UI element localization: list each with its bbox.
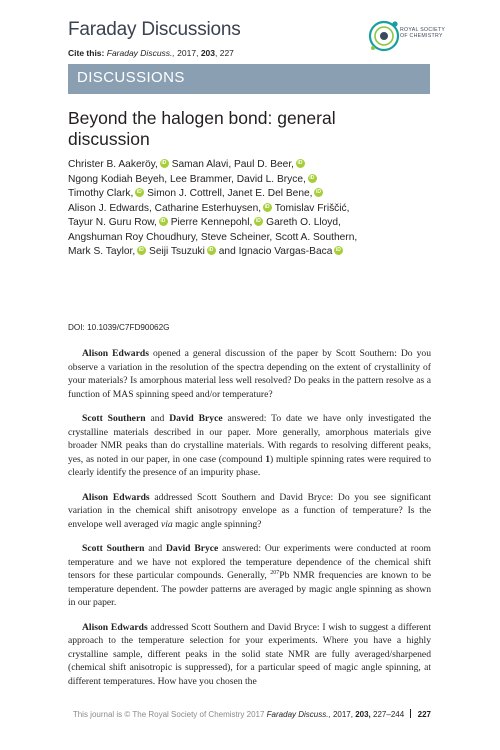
discussion-paragraph <box>68 412 431 480</box>
orcid-icon[interactable] <box>135 188 144 197</box>
author-entry: Tomislav Friščić, <box>274 202 350 214</box>
footer-volume: 203, <box>355 710 371 719</box>
article-title: Beyond the halogen bond: general discussion <box>68 108 336 149</box>
section-banner-label: DISCUSSIONS <box>77 69 185 86</box>
footer-divider <box>410 709 411 718</box>
discussion-paragraph <box>68 621 431 689</box>
discussion-paragraph <box>68 542 431 610</box>
author-list <box>68 158 428 260</box>
journal-title: Faraday Discussions <box>68 19 241 40</box>
article-body <box>68 347 431 699</box>
speaker-name: Alison Edwards <box>82 621 148 633</box>
paragraph-text: magic angle spinning? <box>172 518 262 530</box>
author-entry: and Ignacio Vargas-Baca <box>218 246 333 257</box>
orcid-icon[interactable] <box>308 174 317 183</box>
footer-journal: Faraday Discuss., <box>266 710 331 719</box>
orcid-icon[interactable] <box>314 188 323 197</box>
paragraph-text: answered: Our experiments were conducted at room temperature and we have not explored the temperature dependence of the chemical shift tensors for these particular compounds. Generally, <box>68 543 431 581</box>
discussion-paragraph <box>68 491 431 532</box>
speaker-name: David Bryce <box>169 413 223 424</box>
author-entry: Mark S. Taylor, <box>68 246 136 257</box>
footer-copyright: This journal is © The Royal Society of Chemistry 2017 <box>72 710 265 719</box>
author-entry: Angshuman Roy Choudhury, Steve Scheiner, Scott A. Southern, <box>68 231 358 243</box>
rsc-logo-text <box>400 27 445 39</box>
paragraph-text: opened a general discussion of the paper by Scott Southern: Do you observe a variation in the resolution of the spectra depending on the extent of crystallinity of your materials? Is amorphous material less well resolved? Do peaks in the pattern resolve as a function of MAS spinning speed and/or temperature? <box>68 348 431 400</box>
page-number: 227 <box>417 710 431 719</box>
orcid-icon[interactable] <box>254 217 263 226</box>
author-entry: Seiji Tsuzuki <box>149 246 205 257</box>
isotope-superscript: 207 <box>270 569 280 576</box>
cite-year: 2017, <box>177 48 199 58</box>
paragraph-text: ) multiple spinning rates were required to clearly identify the presence of an impurity phase. <box>68 453 431 478</box>
footer-year: 2017, <box>332 710 353 719</box>
doi-link[interactable]: DOI: 10.1039/C7FD90062G <box>68 323 170 332</box>
orcid-icon[interactable] <box>263 203 272 212</box>
cite-line <box>68 48 234 58</box>
paragraph-connector: and <box>144 543 166 554</box>
footer-pages: 227–244 <box>373 710 405 719</box>
orcid-icon[interactable] <box>334 246 343 255</box>
paragraph-text: addressed Scott Southern and David Bryce: I wish to suggest a different approach to the temperature selection for your experiments. Where you have a highly crystalline sample, different peaks in the solid state NMR are fully averaged/sharpened (chemical shift anisotropic is suppressed), for a particular speed of magic angle spinning, at different temperatures. How have you chosen the <box>68 621 432 687</box>
orcid-icon[interactable] <box>296 159 305 168</box>
rsc-logo-line-2: OF CHEMISTRY <box>400 33 443 40</box>
cite-volume: 203 <box>200 48 215 58</box>
cite-label: Cite this: <box>68 48 105 58</box>
rsc-logo-line-1: ROYAL SOCIETY <box>400 27 446 33</box>
section-banner <box>68 64 430 94</box>
speaker-name: Scott Southern <box>82 413 146 424</box>
paragraph-text: answered: To date we have only investigated the crystalline materials described in our paper. More generally, amorphous materials give broader NMR peaks than do crystalline materials. With regards to resolving different peaks, yes, as noted in our paper, in one case (compound <box>68 413 431 465</box>
orcid-icon[interactable] <box>137 246 146 255</box>
author-entry: Ngong Kodiah Beyeh, Lee Brammer, David L. Bryce, <box>68 173 306 185</box>
paragraph-text: addressed Scott Southern and David Bryce: Do you see significant variation in the chemical shift anisotropy envelope as a function of temperature? Is the envelope well averaged <box>68 491 431 530</box>
speaker-name: Scott Southern <box>82 543 145 554</box>
speaker-name: Alison Edwards <box>82 348 149 359</box>
orcid-icon[interactable] <box>207 246 216 255</box>
author-entry: Saman Alavi, Paul D. Beer, <box>171 159 295 170</box>
speaker-name: Alison Edwards <box>82 491 150 503</box>
paragraph-connector: and <box>145 413 170 424</box>
cite-journal: Faraday Discuss., <box>106 48 175 58</box>
author-entry: Gareth O. Lloyd, <box>266 217 341 228</box>
speaker-name: David Bryce <box>165 543 219 554</box>
paragraph-text: Pb NMR frequencies are known to be temperature dependent. The powder patterns are averaged by magic angle spinning as shown in our paper. <box>68 570 431 608</box>
author-entry: Alison J. Edwards, Catharine Esterhuysen, <box>68 202 262 214</box>
italic-term: via <box>160 518 173 530</box>
author-entry: Timothy Clark, <box>68 188 134 199</box>
page-footer <box>0 709 431 719</box>
discussion-paragraph <box>68 347 431 401</box>
compound-label: 1 <box>265 453 271 465</box>
author-entry: Tayur N. Guru Row, <box>68 217 157 228</box>
orcid-icon[interactable] <box>159 217 168 226</box>
cite-pages: , 227 <box>215 48 234 58</box>
author-entry: Simon J. Cottrell, Janet E. Del Bene, <box>147 188 313 199</box>
author-entry: Christer B. Aakeröy, <box>68 159 158 170</box>
author-entry: Pierre Kennepohl, <box>170 217 253 228</box>
orcid-icon[interactable] <box>160 159 169 168</box>
